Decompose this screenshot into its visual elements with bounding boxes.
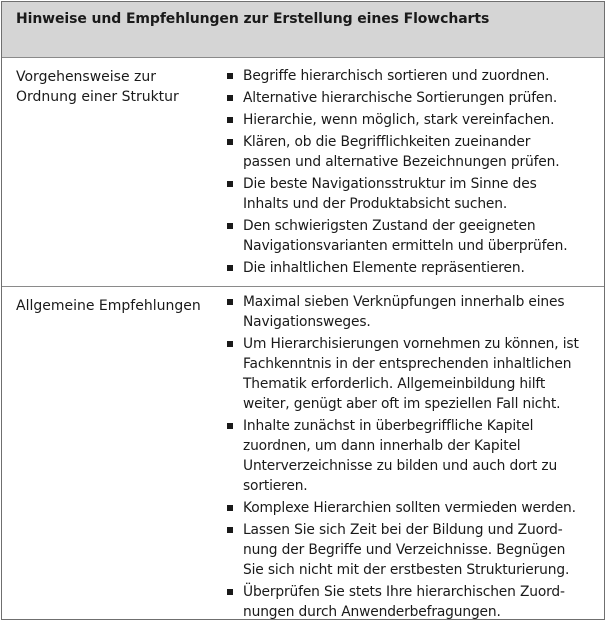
list-item-line: Navigationsvarianten ermitteln und überprüfen. xyxy=(243,238,568,254)
list-item-line: Inhalte zunächst in überbegriffliche Kapitel xyxy=(243,418,534,434)
list-item xyxy=(207,258,596,278)
list-item-line: nungen durch Anwenderbefragungen. xyxy=(243,604,501,620)
list-item xyxy=(207,132,596,172)
list-item-line: Navigationsweges. xyxy=(243,314,371,330)
square-bullet-icon xyxy=(227,181,233,187)
list-item-line: Begriffe hierarchisch sortieren und zuordnen. xyxy=(243,68,550,84)
list-item-line: Lassen Sie sich Zeit bei der Bildung und Zuord- xyxy=(243,522,563,538)
section-general-recommendations xyxy=(2,287,604,618)
section-label xyxy=(2,58,207,286)
section-procedure xyxy=(2,58,604,287)
list-item-line: Alternative hierarchische Sortierungen prüfen. xyxy=(243,90,558,106)
section-label xyxy=(2,287,207,618)
list-item-line: zuordnen, um dann innerhalb der Kapitel xyxy=(243,438,521,454)
list-item-line: Unterverzeichnisse zu bilden und auch dort zu xyxy=(243,458,558,474)
square-bullet-icon xyxy=(227,117,233,123)
table-header xyxy=(2,2,604,58)
square-bullet-icon xyxy=(227,299,233,305)
recommendations-table xyxy=(1,1,605,620)
list-item-line: weiter, genügt aber oft im speziellen Fall nicht. xyxy=(243,396,561,412)
square-bullet-icon xyxy=(227,423,233,429)
square-bullet-icon xyxy=(227,341,233,347)
square-bullet-icon xyxy=(227,139,233,145)
list-item xyxy=(207,174,596,214)
square-bullet-icon xyxy=(227,265,233,271)
list-item-line: Hierarchie, wenn möglich, stark vereinfachen. xyxy=(243,112,555,128)
list-item-line: Sie sich nicht mit der erstbesten Strukturierung. xyxy=(243,562,570,578)
square-bullet-icon xyxy=(227,527,233,533)
section-items xyxy=(207,58,604,286)
list-item-line: Überprüfen Sie stets Ihre hierarchischen Zuord- xyxy=(243,584,565,600)
list-item xyxy=(207,520,596,580)
list-item xyxy=(207,292,596,332)
list-item-line: sortieren. xyxy=(243,478,308,494)
list-item xyxy=(207,66,596,86)
square-bullet-icon xyxy=(227,95,233,101)
list-item-line: Thematik erforderlich. Allgemeinbildung hilft xyxy=(243,376,546,392)
square-bullet-icon xyxy=(227,589,233,595)
list-item-line: Um Hierarchisierungen vornehmen zu können, ist xyxy=(243,336,579,352)
list-item xyxy=(207,416,596,496)
list-item-line: nung der Begriffe und Verzeichnisse. Begnügen xyxy=(243,542,566,558)
list-item-line: Inhalts und der Produktabsicht suchen. xyxy=(243,196,508,212)
list-item-line: Komplexe Hierarchien sollten vermieden werden. xyxy=(243,500,576,516)
section-label-line: Allgemeine Empfehlungen xyxy=(16,298,201,314)
list-item-line: Den schwierigsten Zustand der geeigneten xyxy=(243,218,536,234)
list-item-line: passen und alternative Bezeichnungen prüfen. xyxy=(243,154,560,170)
list-item xyxy=(207,110,596,130)
section-label-line: Ordnung einer Struktur xyxy=(16,89,179,105)
table-title: Hinweise und Empfehlungen zur Erstellung eines Flowcharts xyxy=(16,11,490,27)
square-bullet-icon xyxy=(227,73,233,79)
list-item xyxy=(207,498,596,518)
list-item-line: Klären, ob die Begrifflichkeiten zueinander xyxy=(243,134,531,150)
list-item xyxy=(207,216,596,256)
list-item-line: Die beste Navigationsstruktur im Sinne des xyxy=(243,176,537,192)
list-item-line: Fachkenntnis in der entsprechenden inhaltlichen xyxy=(243,356,572,372)
list-item-line: Maximal sieben Verknüpfungen innerhalb eines xyxy=(243,294,565,310)
square-bullet-icon xyxy=(227,505,233,511)
list-item xyxy=(207,582,596,622)
list-item xyxy=(207,88,596,108)
list-item xyxy=(207,334,596,414)
section-items xyxy=(207,287,604,618)
list-item-line: Die inhaltlichen Elemente repräsentieren. xyxy=(243,260,525,276)
square-bullet-icon xyxy=(227,223,233,229)
section-label-line: Vorgehensweise zur xyxy=(16,69,157,85)
